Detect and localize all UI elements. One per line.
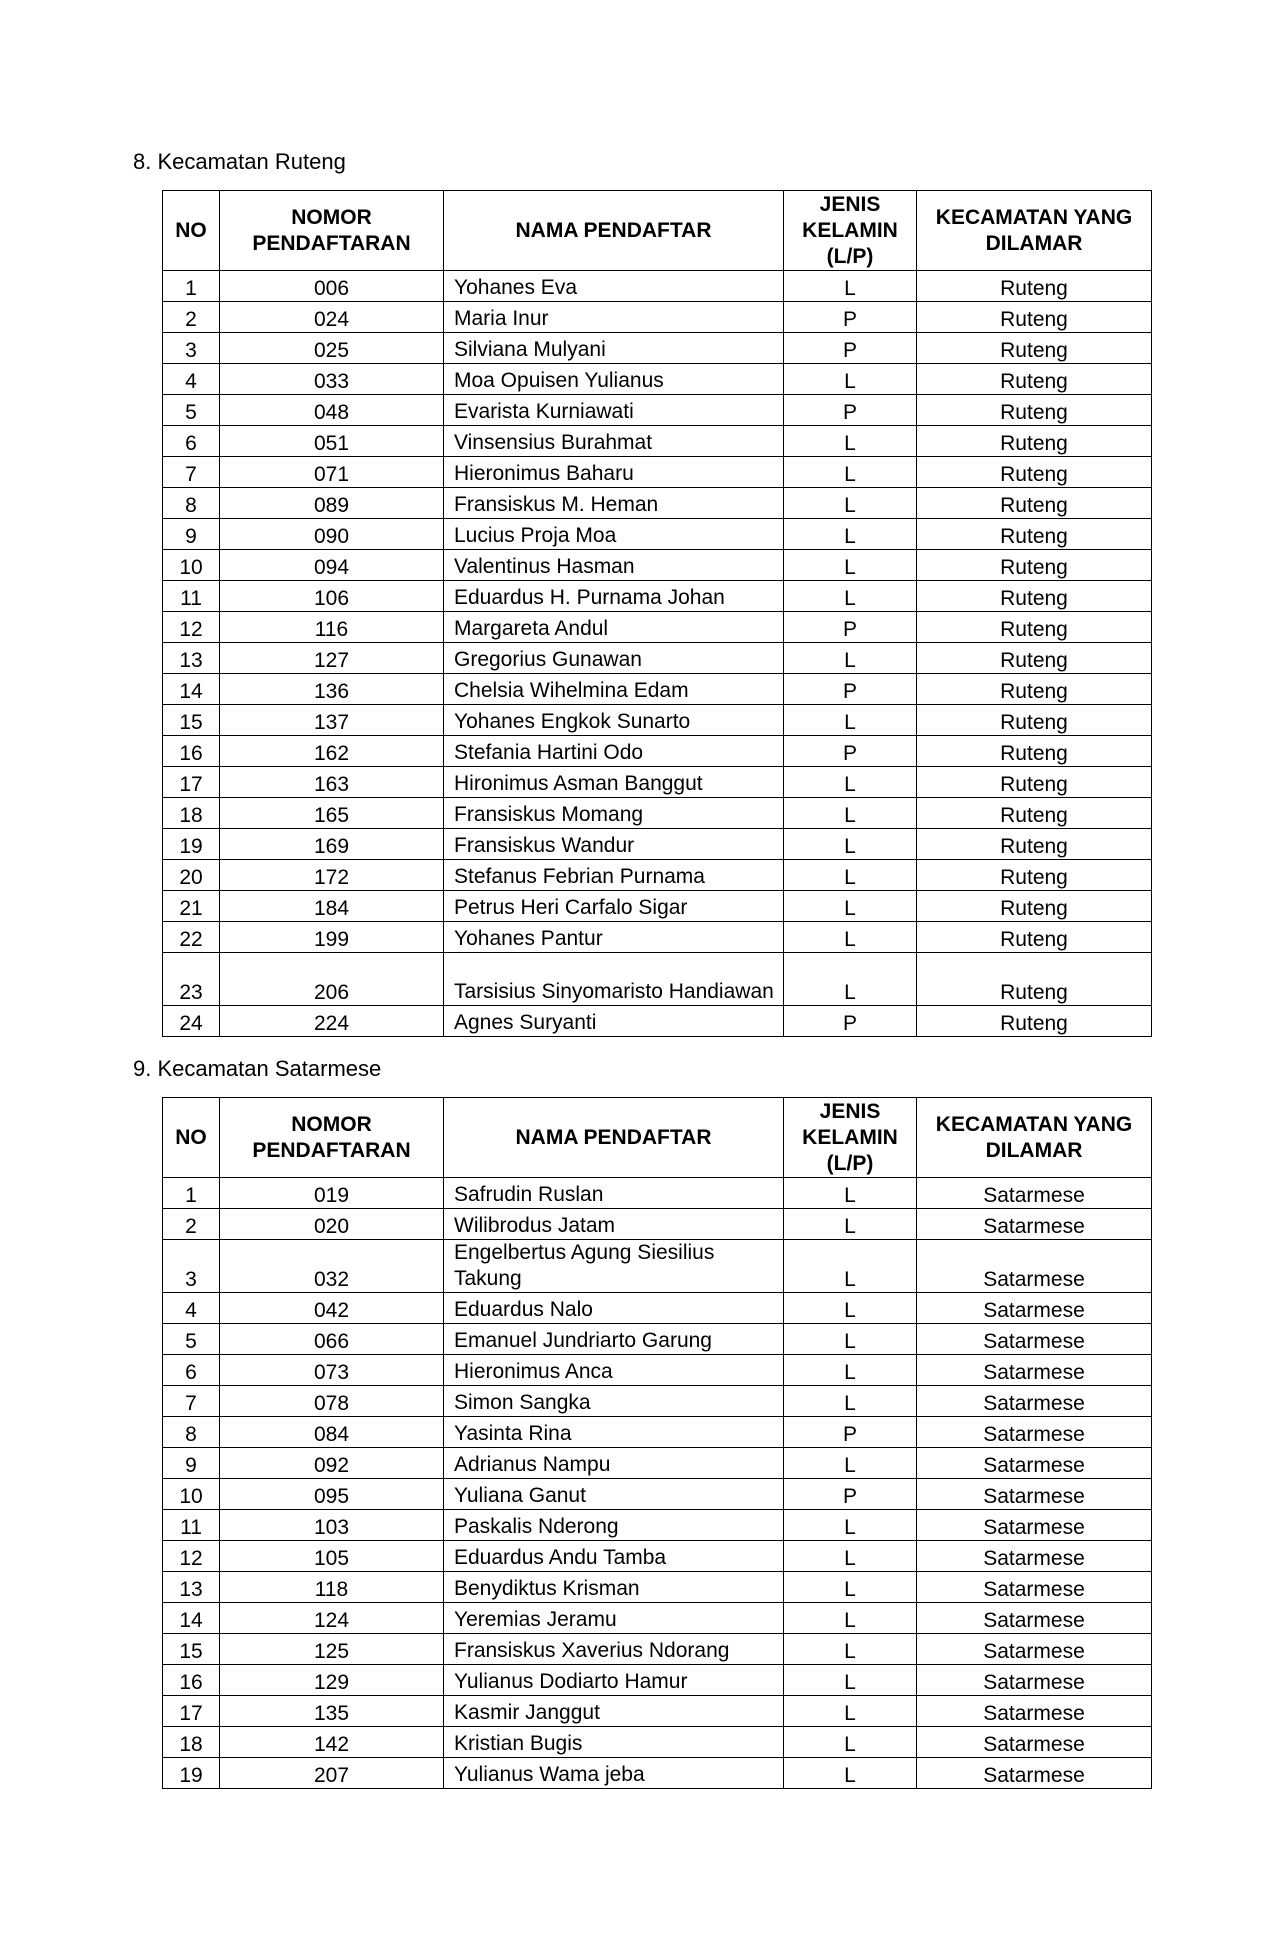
table-row (163, 1727, 1152, 1758)
header-jenis-kelamin: JENIS KELAMIN (L/P) (784, 1098, 917, 1178)
cell-nomor-pendaftaran: 224 (220, 1006, 444, 1037)
cell-jenis-kelamin: L (784, 271, 917, 302)
cell-nomor-pendaftaran: 033 (220, 364, 444, 395)
cell-jenis-kelamin: L (784, 581, 917, 612)
cell-nama-pendaftar: Engelbertus Agung Siesilius Takung (444, 1240, 784, 1293)
section-title-satarmese: 9. Kecamatan Satarmese (133, 1056, 382, 1081)
cell-jenis-kelamin: L (784, 829, 917, 860)
table-row (163, 1448, 1152, 1479)
cell-no: 15 (163, 705, 220, 736)
registrant-table-satarmese (162, 1097, 1152, 1789)
cell-nama-pendaftar: Stefanus Febrian Purnama (444, 860, 784, 891)
table-row (163, 1386, 1152, 1417)
cell-jenis-kelamin: L (784, 1209, 917, 1240)
cell-nomor-pendaftaran: 116 (220, 612, 444, 643)
cell-no: 14 (163, 1603, 220, 1634)
cell-nomor-pendaftaran: 125 (220, 1634, 444, 1665)
cell-kecamatan: Satarmese (917, 1293, 1152, 1324)
cell-kecamatan: Satarmese (917, 1324, 1152, 1355)
cell-kecamatan: Ruteng (917, 953, 1152, 1006)
cell-no: 2 (163, 302, 220, 333)
cell-no: 1 (163, 1178, 220, 1209)
cell-kecamatan: Ruteng (917, 364, 1152, 395)
cell-kecamatan: Ruteng (917, 302, 1152, 333)
cell-nama-pendaftar: Yulianus Wama jeba (444, 1758, 784, 1789)
table-row (163, 364, 1152, 395)
cell-nama-pendaftar: Gregorius Gunawan (444, 643, 784, 674)
cell-nama-pendaftar: Margareta Andul (444, 612, 784, 643)
cell-no: 20 (163, 860, 220, 891)
table-row (163, 1510, 1152, 1541)
cell-nomor-pendaftaran: 124 (220, 1603, 444, 1634)
cell-jenis-kelamin: P (784, 302, 917, 333)
table-row (163, 1240, 1152, 1293)
table-row (163, 922, 1152, 953)
cell-nomor-pendaftaran: 084 (220, 1417, 444, 1448)
cell-nomor-pendaftaran: 042 (220, 1293, 444, 1324)
cell-nama-pendaftar: Tarsisius Sinyomaristo Handiawan (444, 953, 784, 1006)
cell-jenis-kelamin: L (784, 1178, 917, 1209)
cell-nama-pendaftar: Eduardus Nalo (444, 1293, 784, 1324)
cell-no: 6 (163, 1355, 220, 1386)
cell-nama-pendaftar: Hieronimus Baharu (444, 457, 784, 488)
header-nomor-pendaftaran: NOMOR PENDAFTARAN (220, 1098, 444, 1178)
cell-kecamatan: Satarmese (917, 1541, 1152, 1572)
table-row (163, 705, 1152, 736)
cell-nama-pendaftar: Lucius Proja Moa (444, 519, 784, 550)
header-kecamatan: KECAMATAN YANG DILAMAR (917, 1098, 1152, 1178)
cell-no: 21 (163, 891, 220, 922)
cell-kecamatan: Satarmese (917, 1572, 1152, 1603)
cell-jenis-kelamin: P (784, 395, 917, 426)
header-nama-pendaftar: NAMA PENDAFTAR (444, 1098, 784, 1178)
cell-jenis-kelamin: L (784, 1696, 917, 1727)
cell-no: 23 (163, 953, 220, 1006)
cell-no: 14 (163, 674, 220, 705)
cell-jenis-kelamin: P (784, 736, 917, 767)
cell-no: 5 (163, 395, 220, 426)
cell-kecamatan: Satarmese (917, 1178, 1152, 1209)
table-body (163, 271, 1152, 1037)
cell-nama-pendaftar: Safrudin Ruslan (444, 1178, 784, 1209)
cell-no: 7 (163, 1386, 220, 1417)
cell-nomor-pendaftaran: 137 (220, 705, 444, 736)
table-row (163, 1541, 1152, 1572)
cell-nomor-pendaftaran: 105 (220, 1541, 444, 1572)
cell-nama-pendaftar: Valentinus Hasman (444, 550, 784, 581)
cell-no: 12 (163, 612, 220, 643)
cell-jenis-kelamin: L (784, 1758, 917, 1789)
cell-nomor-pendaftaran: 199 (220, 922, 444, 953)
cell-nama-pendaftar: Hironimus Asman Banggut (444, 767, 784, 798)
cell-jenis-kelamin: L (784, 1603, 917, 1634)
table-row (163, 891, 1152, 922)
cell-kecamatan: Satarmese (917, 1665, 1152, 1696)
cell-kecamatan: Ruteng (917, 891, 1152, 922)
cell-nama-pendaftar: Yuliana Ganut (444, 1479, 784, 1510)
cell-nama-pendaftar: Chelsia Wihelmina Edam (444, 674, 784, 705)
cell-jenis-kelamin: L (784, 1665, 917, 1696)
cell-no: 4 (163, 1293, 220, 1324)
cell-nama-pendaftar: Yohanes Engkok Sunarto (444, 705, 784, 736)
cell-kecamatan: Ruteng (917, 643, 1152, 674)
table-row (163, 1479, 1152, 1510)
header-kecamatan: KECAMATAN YANG DILAMAR (917, 191, 1152, 271)
cell-jenis-kelamin: L (784, 1355, 917, 1386)
cell-kecamatan: Satarmese (917, 1448, 1152, 1479)
cell-kecamatan: Ruteng (917, 829, 1152, 860)
cell-no: 3 (163, 333, 220, 364)
cell-nomor-pendaftaran: 136 (220, 674, 444, 705)
cell-nomor-pendaftaran: 092 (220, 1448, 444, 1479)
cell-nama-pendaftar: Simon Sangka (444, 1386, 784, 1417)
cell-nomor-pendaftaran: 019 (220, 1178, 444, 1209)
cell-kecamatan: Ruteng (917, 860, 1152, 891)
cell-nomor-pendaftaran: 089 (220, 488, 444, 519)
cell-nomor-pendaftaran: 162 (220, 736, 444, 767)
cell-nama-pendaftar: Petrus Heri Carfalo Sigar (444, 891, 784, 922)
table-row (163, 643, 1152, 674)
cell-nomor-pendaftaran: 169 (220, 829, 444, 860)
cell-no: 18 (163, 1727, 220, 1758)
cell-jenis-kelamin: L (784, 364, 917, 395)
table-row (163, 395, 1152, 426)
cell-nama-pendaftar: Eduardus H. Purnama Johan (444, 581, 784, 612)
cell-no: 5 (163, 1324, 220, 1355)
cell-kecamatan: Ruteng (917, 922, 1152, 953)
table-header-row (163, 1098, 1152, 1178)
cell-jenis-kelamin: L (784, 1541, 917, 1572)
cell-nama-pendaftar: Hieronimus Anca (444, 1355, 784, 1386)
cell-nomor-pendaftaran: 032 (220, 1240, 444, 1293)
cell-no: 13 (163, 643, 220, 674)
cell-kecamatan: Ruteng (917, 488, 1152, 519)
cell-jenis-kelamin: L (784, 922, 917, 953)
cell-jenis-kelamin: L (784, 1727, 917, 1758)
cell-no: 12 (163, 1541, 220, 1572)
cell-kecamatan: Satarmese (917, 1603, 1152, 1634)
table-row (163, 1178, 1152, 1209)
cell-jenis-kelamin: L (784, 953, 917, 1006)
cell-jenis-kelamin: L (784, 1572, 917, 1603)
cell-nomor-pendaftaran: 165 (220, 798, 444, 829)
table-row (163, 1665, 1152, 1696)
cell-jenis-kelamin: P (784, 1417, 917, 1448)
cell-nomor-pendaftaran: 106 (220, 581, 444, 612)
cell-jenis-kelamin: L (784, 860, 917, 891)
header-jenis-kelamin: JENIS KELAMIN (L/P) (784, 191, 917, 271)
cell-kecamatan: Ruteng (917, 550, 1152, 581)
cell-jenis-kelamin: L (784, 705, 917, 736)
cell-no: 17 (163, 1696, 220, 1727)
cell-nama-pendaftar: Vinsensius Burahmat (444, 426, 784, 457)
cell-kecamatan: Satarmese (917, 1727, 1152, 1758)
header-no: NO (163, 191, 220, 271)
cell-kecamatan: Ruteng (917, 1006, 1152, 1037)
cell-no: 18 (163, 798, 220, 829)
cell-nama-pendaftar: Yohanes Pantur (444, 922, 784, 953)
cell-no: 10 (163, 550, 220, 581)
cell-no: 19 (163, 1758, 220, 1789)
cell-nama-pendaftar: Eduardus Andu Tamba (444, 1541, 784, 1572)
cell-kecamatan: Satarmese (917, 1634, 1152, 1665)
table-row (163, 767, 1152, 798)
cell-jenis-kelamin: L (784, 767, 917, 798)
cell-nomor-pendaftaran: 051 (220, 426, 444, 457)
cell-kecamatan: Ruteng (917, 333, 1152, 364)
cell-nama-pendaftar: Silviana Mulyani (444, 333, 784, 364)
cell-kecamatan: Ruteng (917, 426, 1152, 457)
cell-no: 11 (163, 581, 220, 612)
cell-nomor-pendaftaran: 129 (220, 1665, 444, 1696)
cell-kecamatan: Ruteng (917, 705, 1152, 736)
cell-no: 3 (163, 1240, 220, 1293)
cell-nomor-pendaftaran: 142 (220, 1727, 444, 1758)
cell-kecamatan: Ruteng (917, 736, 1152, 767)
cell-nama-pendaftar: Benydiktus Krisman (444, 1572, 784, 1603)
cell-jenis-kelamin: L (784, 488, 917, 519)
table-row (163, 1634, 1152, 1665)
cell-jenis-kelamin: P (784, 333, 917, 364)
header-nomor-pendaftaran: NOMOR PENDAFTARAN (220, 191, 444, 271)
cell-jenis-kelamin: L (784, 798, 917, 829)
cell-no: 9 (163, 1448, 220, 1479)
cell-kecamatan: Satarmese (917, 1355, 1152, 1386)
cell-kecamatan: Ruteng (917, 798, 1152, 829)
table-row (163, 1696, 1152, 1727)
table-row (163, 829, 1152, 860)
cell-jenis-kelamin: L (784, 1634, 917, 1665)
cell-kecamatan: Satarmese (917, 1240, 1152, 1293)
table-row (163, 302, 1152, 333)
cell-nama-pendaftar: Yeremias Jeramu (444, 1603, 784, 1634)
cell-no: 17 (163, 767, 220, 798)
cell-jenis-kelamin: L (784, 550, 917, 581)
cell-jenis-kelamin: L (784, 1293, 917, 1324)
cell-kecamatan: Satarmese (917, 1758, 1152, 1789)
cell-nomor-pendaftaran: 172 (220, 860, 444, 891)
cell-jenis-kelamin: L (784, 457, 917, 488)
table-row (163, 457, 1152, 488)
cell-nama-pendaftar: Fransiskus M. Heman (444, 488, 784, 519)
cell-kecamatan: Ruteng (917, 767, 1152, 798)
cell-kecamatan: Ruteng (917, 612, 1152, 643)
table-row (163, 1293, 1152, 1324)
cell-nama-pendaftar: Fransiskus Xaverius Ndorang (444, 1634, 784, 1665)
table-body (163, 1178, 1152, 1789)
cell-jenis-kelamin: P (784, 1479, 917, 1510)
cell-kecamatan: Satarmese (917, 1417, 1152, 1448)
cell-nama-pendaftar: Fransiskus Wandur (444, 829, 784, 860)
cell-nomor-pendaftaran: 071 (220, 457, 444, 488)
cell-kecamatan: Ruteng (917, 457, 1152, 488)
cell-nama-pendaftar: Stefania Hartini Odo (444, 736, 784, 767)
table-row (163, 798, 1152, 829)
table-row (163, 550, 1152, 581)
cell-nama-pendaftar: Wilibrodus Jatam (444, 1209, 784, 1240)
cell-kecamatan: Ruteng (917, 519, 1152, 550)
cell-jenis-kelamin: P (784, 612, 917, 643)
table-row (163, 1324, 1152, 1355)
cell-nomor-pendaftaran: 024 (220, 302, 444, 333)
table-row (163, 1758, 1152, 1789)
cell-kecamatan: Ruteng (917, 271, 1152, 302)
cell-nama-pendaftar: Maria Inur (444, 302, 784, 333)
cell-jenis-kelamin: P (784, 1006, 917, 1037)
cell-no: 13 (163, 1572, 220, 1603)
cell-nomor-pendaftaran: 006 (220, 271, 444, 302)
cell-kecamatan: Ruteng (917, 395, 1152, 426)
table-row (163, 860, 1152, 891)
cell-jenis-kelamin: L (784, 891, 917, 922)
cell-nama-pendaftar: Kasmir Janggut (444, 1696, 784, 1727)
cell-nomor-pendaftaran: 163 (220, 767, 444, 798)
table-row (163, 581, 1152, 612)
cell-jenis-kelamin: L (784, 1240, 917, 1293)
header-nama-pendaftar: NAMA PENDAFTAR (444, 191, 784, 271)
cell-no: 22 (163, 922, 220, 953)
cell-nomor-pendaftaran: 135 (220, 1696, 444, 1727)
cell-no: 16 (163, 736, 220, 767)
cell-nomor-pendaftaran: 066 (220, 1324, 444, 1355)
cell-nomor-pendaftaran: 118 (220, 1572, 444, 1603)
cell-nomor-pendaftaran: 127 (220, 643, 444, 674)
cell-no: 7 (163, 457, 220, 488)
cell-nomor-pendaftaran: 206 (220, 953, 444, 1006)
table-row (163, 1417, 1152, 1448)
cell-nomor-pendaftaran: 090 (220, 519, 444, 550)
table-row (163, 519, 1152, 550)
cell-jenis-kelamin: L (784, 1510, 917, 1541)
table-row (163, 1603, 1152, 1634)
cell-nama-pendaftar: Yohanes Eva (444, 271, 784, 302)
cell-nama-pendaftar: Kristian Bugis (444, 1727, 784, 1758)
cell-no: 24 (163, 1006, 220, 1037)
table-row (163, 1572, 1152, 1603)
cell-nomor-pendaftaran: 048 (220, 395, 444, 426)
cell-kecamatan: Ruteng (917, 581, 1152, 612)
cell-no: 6 (163, 426, 220, 457)
cell-jenis-kelamin: L (784, 643, 917, 674)
cell-nama-pendaftar: Emanuel Jundriarto Garung (444, 1324, 784, 1355)
cell-no: 1 (163, 271, 220, 302)
cell-nama-pendaftar: Yulianus Dodiarto Hamur (444, 1665, 784, 1696)
cell-kecamatan: Ruteng (917, 674, 1152, 705)
table-row (163, 612, 1152, 643)
cell-no: 8 (163, 488, 220, 519)
header-no: NO (163, 1098, 220, 1178)
cell-nama-pendaftar: Evarista Kurniawati (444, 395, 784, 426)
cell-nomor-pendaftaran: 095 (220, 1479, 444, 1510)
cell-no: 10 (163, 1479, 220, 1510)
cell-no: 2 (163, 1209, 220, 1240)
cell-kecamatan: Satarmese (917, 1209, 1152, 1240)
cell-no: 16 (163, 1665, 220, 1696)
cell-nomor-pendaftaran: 073 (220, 1355, 444, 1386)
table-row (163, 426, 1152, 457)
cell-nomor-pendaftaran: 103 (220, 1510, 444, 1541)
cell-jenis-kelamin: L (784, 519, 917, 550)
cell-nomor-pendaftaran: 020 (220, 1209, 444, 1240)
cell-nama-pendaftar: Paskalis Nderong (444, 1510, 784, 1541)
cell-nomor-pendaftaran: 094 (220, 550, 444, 581)
table-row (163, 271, 1152, 302)
cell-nomor-pendaftaran: 184 (220, 891, 444, 922)
table-row (163, 488, 1152, 519)
cell-no: 8 (163, 1417, 220, 1448)
table-row (163, 674, 1152, 705)
cell-nama-pendaftar: Agnes Suryanti (444, 1006, 784, 1037)
cell-kecamatan: Satarmese (917, 1479, 1152, 1510)
cell-nomor-pendaftaran: 207 (220, 1758, 444, 1789)
cell-no: 4 (163, 364, 220, 395)
cell-nomor-pendaftaran: 078 (220, 1386, 444, 1417)
table-header-row (163, 191, 1152, 271)
cell-no: 19 (163, 829, 220, 860)
cell-nomor-pendaftaran: 025 (220, 333, 444, 364)
cell-jenis-kelamin: L (784, 1324, 917, 1355)
section-title-ruteng: 8. Kecamatan Ruteng (133, 149, 346, 174)
cell-kecamatan: Satarmese (917, 1386, 1152, 1417)
cell-nama-pendaftar: Moa Opuisen Yulianus (444, 364, 784, 395)
table-row (163, 953, 1152, 1006)
cell-no: 9 (163, 519, 220, 550)
table-row (163, 1209, 1152, 1240)
cell-jenis-kelamin: P (784, 674, 917, 705)
cell-kecamatan: Satarmese (917, 1696, 1152, 1727)
cell-no: 15 (163, 1634, 220, 1665)
cell-kecamatan: Satarmese (917, 1510, 1152, 1541)
registrant-table-ruteng (162, 190, 1152, 1037)
cell-jenis-kelamin: L (784, 426, 917, 457)
cell-jenis-kelamin: L (784, 1386, 917, 1417)
table-row (163, 1006, 1152, 1037)
table-row (163, 1355, 1152, 1386)
table-row (163, 333, 1152, 364)
cell-nama-pendaftar: Fransiskus Momang (444, 798, 784, 829)
table-row (163, 736, 1152, 767)
cell-jenis-kelamin: L (784, 1448, 917, 1479)
cell-no: 11 (163, 1510, 220, 1541)
cell-nama-pendaftar: Yasinta Rina (444, 1417, 784, 1448)
cell-nama-pendaftar: Adrianus Nampu (444, 1448, 784, 1479)
